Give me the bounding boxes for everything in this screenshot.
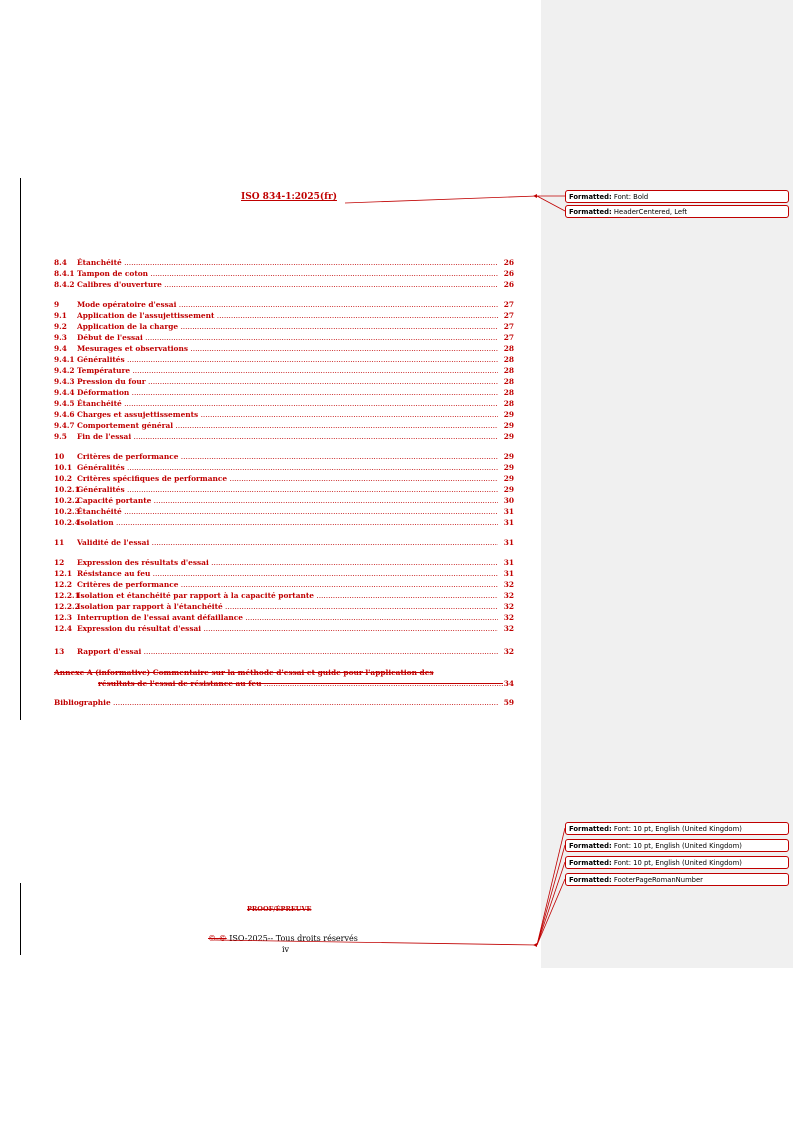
toc-entry-number: 12.2.2 <box>54 602 80 611</box>
toc-entry-number: 10.2.2 <box>54 496 80 505</box>
toc-entry-number: 10.2 <box>54 474 73 483</box>
toc-entry-number: 9.4.2 <box>54 366 75 375</box>
toc-entry-number: 11 <box>54 538 65 547</box>
balloon-label: Formatted: <box>569 859 612 867</box>
toc-entry-page: 29 <box>503 452 514 461</box>
toc-entry-title: Tampon de coton ..... <box>77 269 498 278</box>
toc-entry-number: 12.4 <box>54 624 73 633</box>
toc-entry-title: Fin de l'essai ..... <box>77 432 498 441</box>
toc-entry-number: 8.4.1 <box>54 269 75 278</box>
toc-entry-number: 9.4.3 <box>54 377 75 386</box>
toc-entry-title: Pression du four ..... <box>77 377 498 386</box>
toc-entry-number: 9.1 <box>54 311 67 320</box>
toc-entry-page: 32 <box>503 647 514 656</box>
toc-entry-number: 9.4.6 <box>54 410 75 419</box>
toc-entry-page: 26 <box>503 280 514 289</box>
toc-entry-page: 32 <box>503 624 514 633</box>
toc-entry-number: 9.3 <box>54 333 67 342</box>
toc-entry-page: 29 <box>503 474 514 483</box>
toc-entry-number: 13 <box>54 647 65 656</box>
toc-entry-number: 12 <box>54 558 65 567</box>
toc-entry-page: 31 <box>503 507 514 516</box>
toc-entry-page: 27 <box>503 333 514 342</box>
toc-entry-title: Validité de l'essai ..... <box>77 538 498 547</box>
toc-entry-number: 9.4.1 <box>54 355 75 364</box>
copyright-text: ISO-2025-- Tous droits réservés <box>229 934 358 943</box>
toc-entry-page: 27 <box>503 300 514 309</box>
toc-entry-page: 31 <box>503 558 514 567</box>
toc-entry-number: 9.2 <box>54 322 67 331</box>
toc-entry-title: Mode opératoire d'essai ..... <box>77 300 498 309</box>
toc-entry-title: Étanchéité ..... <box>77 507 498 516</box>
bibliography-title: Bibliographie ..... <box>54 698 498 707</box>
toc-entry-title: Comportement général ..... <box>77 421 498 430</box>
toc-entry-title: Charges et assujettissements ..... <box>77 410 498 419</box>
toc-entry-title: Critères de performance ..... <box>77 580 498 589</box>
toc-entry-title: Température ..... <box>77 366 498 375</box>
toc-entry-title: Résistance au feu ..... <box>77 569 498 578</box>
toc-entry-title: Déformation ..... <box>77 388 498 397</box>
toc-entry-title: Application de la charge ..... <box>77 322 498 331</box>
toc-entry-number: 12.2.1 <box>54 591 80 600</box>
toc-entry-page: 30 <box>503 496 514 505</box>
toc-entry-number: 10.2.4 <box>54 518 80 527</box>
toc-entry-title: Interruption de l'essai avant défaillance ..... <box>77 613 498 622</box>
toc-entry-page: 29 <box>503 410 514 419</box>
toc-entry-number: 9 <box>54 300 60 309</box>
toc-entry-page: 28 <box>503 355 514 364</box>
toc-entry-title: Début de l'essai ..... <box>77 333 498 342</box>
bibliography-page: 59 <box>503 698 514 707</box>
balloon-label: Formatted: <box>569 842 612 850</box>
annex-title-line2-text: résultats de l'essai de résistance au feu ..... <box>98 679 514 688</box>
toc-entry-number: 9.4.4 <box>54 388 75 397</box>
toc-entry-page: 29 <box>503 463 514 472</box>
toc-entry-title: Critères spécifiques de performance ..... <box>77 474 498 483</box>
annex-title-line1: Annexe A (informative) Commentaire sur la méthode d'essai et guide pour l'application des <box>54 668 434 677</box>
balloon-label: Formatted: <box>569 208 612 216</box>
toc-entry-page: 31 <box>503 538 514 547</box>
deleted-copyright-symbol: ©-© <box>208 934 227 943</box>
toc-entry-number: 10.2.3 <box>54 507 80 516</box>
toc-entry-page: 32 <box>503 602 514 611</box>
toc-entry-number: 12.1 <box>54 569 73 578</box>
balloon-text: Font: Bold <box>613 193 649 201</box>
toc-entry-title: Étanchéité ..... <box>77 258 498 267</box>
toc-entry-title: Expression du résultat d'essai ..... <box>77 624 498 633</box>
toc-entry-title: Étanchéité ..... <box>77 399 498 408</box>
toc-entry-page: 32 <box>503 580 514 589</box>
header-title: ISO 834-1:2025(fr) <box>241 192 337 202</box>
toc-entry-page: 26 <box>503 258 514 267</box>
toc-entry-page: 28 <box>503 388 514 397</box>
toc-entry-number: 10 <box>54 452 65 461</box>
toc-entry-number: 8.4.2 <box>54 280 75 289</box>
balloon-text: HeaderCentered, Left <box>613 208 688 216</box>
toc-entry-page: 28 <box>503 399 514 408</box>
toc-entry-title: Isolation par rapport à l'étanchéité ..... <box>77 602 498 611</box>
toc-entry-title: Mesurages et observations ..... <box>77 344 498 353</box>
toc-entry-number: 9.4.7 <box>54 421 75 430</box>
balloon-text: Font: 10 pt, English (United Kingdom) <box>613 859 742 867</box>
toc-entry-page: 28 <box>503 366 514 375</box>
toc-entry-title: Rapport d'essai ..... <box>77 647 498 656</box>
toc-entry-number: 9.5 <box>54 432 67 441</box>
toc-entry-title: Capacité portante ..... <box>77 496 498 505</box>
toc-entry-number: 12.2 <box>54 580 73 589</box>
balloon-text: Font: 10 pt, English (United Kingdom) <box>613 825 742 833</box>
toc-entry-title: Calibres d'ouverture ..... <box>77 280 498 289</box>
toc-entry-title: Généralités ..... <box>77 355 498 364</box>
toc-entry-page: 29 <box>503 421 514 430</box>
annex-page: 34 <box>503 679 514 688</box>
toc-entry-number: 10.2.1 <box>54 485 80 494</box>
page-number: iv <box>282 945 290 954</box>
toc-entry-title: Isolation ..... <box>77 518 498 527</box>
toc-entry-page: 26 <box>503 269 514 278</box>
balloon-label: Formatted: <box>569 825 612 833</box>
toc-entry-title: Généralités ..... <box>77 485 498 494</box>
toc-entry-page: 28 <box>503 344 514 353</box>
toc-entry-page: 29 <box>503 432 514 441</box>
balloon-text: FooterPageRomanNumber <box>613 876 703 884</box>
toc-entry-title: Isolation et étanchéité par rapport à la capacité portante ..... <box>77 591 498 600</box>
toc-entry-title: Expression des résultats d'essai ..... <box>77 558 498 567</box>
toc-entry-page: 31 <box>503 518 514 527</box>
toc-entry-page: 29 <box>503 485 514 494</box>
balloon-label: Formatted: <box>569 193 612 201</box>
proof-label: PROOF/ÉPREUVE <box>247 905 312 913</box>
toc-entry-number: 9.4.5 <box>54 399 75 408</box>
toc-entry-page: 32 <box>503 613 514 622</box>
toc-entry-page: 31 <box>503 569 514 578</box>
toc-entry-title: Généralités ..... <box>77 463 498 472</box>
balloon-label: Formatted: <box>569 876 612 884</box>
toc-entry-number: 8.4 <box>54 258 67 267</box>
balloon-text: Font: 10 pt, English (United Kingdom) <box>613 842 742 850</box>
toc-entry-page: 27 <box>503 311 514 320</box>
toc-entry-number: 9.4 <box>54 344 67 353</box>
toc-entry-number: 10.1 <box>54 463 73 472</box>
toc-entry-title: Application de l'assujettissement ..... <box>77 311 498 320</box>
toc-entry-page: 32 <box>503 591 514 600</box>
toc-entry-number: 12.3 <box>54 613 73 622</box>
toc-entry-page: 27 <box>503 322 514 331</box>
toc-entry-title: Critères de performance ..... <box>77 452 498 461</box>
toc-entry-page: 28 <box>503 377 514 386</box>
